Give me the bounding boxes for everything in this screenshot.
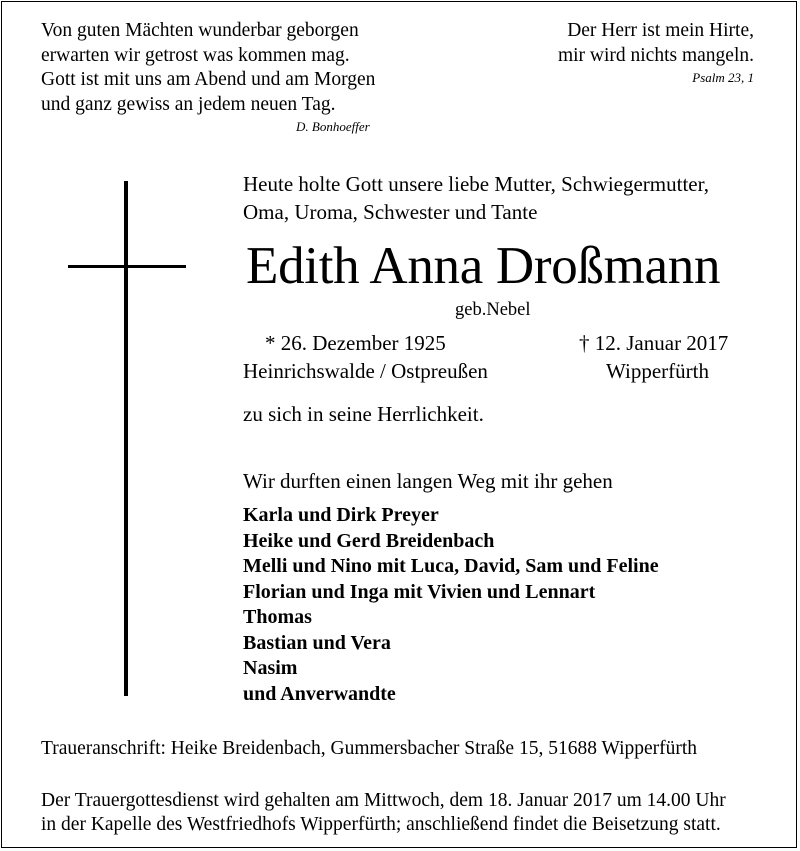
cross-icon bbox=[124, 181, 128, 696]
maiden-name: geb.Nebel bbox=[455, 300, 531, 320]
poem-line: Gott ist mit uns am Abend und am Morgen bbox=[41, 69, 376, 90]
poem-line: erwarten wir getrost was kommen mag. bbox=[41, 44, 350, 66]
birth-place: Heinrichswalde / Ostpreußen bbox=[243, 359, 488, 383]
death-place: Wipperfürth bbox=[606, 359, 709, 383]
cross-icon-beam bbox=[68, 265, 186, 268]
mourner-item: Melli und Nino mit Luca, David, Sam und Feline bbox=[243, 555, 659, 577]
motto-line: Der Herr ist mein Hirte, bbox=[567, 20, 754, 41]
mourning-address: Traueranschrift: Heike Breidenbach, Gummersbacher Straße 15, 51688 Wipperfürth bbox=[41, 738, 698, 759]
poem-line: und ganz gewiss an jedem neuen Tag. bbox=[41, 93, 336, 115]
mourner-item: Karla und Dirk Preyer bbox=[243, 504, 439, 526]
birth-date: * 26. Dezember 1925 bbox=[265, 331, 446, 355]
poem-author: D. Bonhoeffer bbox=[296, 119, 370, 134]
deceased-name: Edith Anna Droßmann bbox=[246, 237, 721, 295]
intro-line: Oma, Uroma, Schwester und Tante bbox=[243, 200, 538, 224]
service-line: in der Kapelle des Westfriedhofs Wipperfürth; anschließend findet die Beisetzung statt. bbox=[41, 814, 721, 835]
mourner-item: Nasim bbox=[243, 657, 298, 679]
mourner-item: und Anverwandte bbox=[243, 682, 396, 705]
mourner-item: Heike und Gerd Breidenbach bbox=[243, 529, 495, 552]
mourner-item: Bastian und Vera bbox=[243, 631, 391, 654]
walk-text: Wir durften einen langen Weg mit ihr gehen bbox=[243, 469, 613, 493]
death-date: † 12. Januar 2017 bbox=[579, 331, 729, 355]
motto-line: mir wird nichts mangeln. bbox=[557, 44, 754, 66]
mourner-item: Florian und Inga mit Vivien und Lennart bbox=[243, 580, 596, 603]
psalm-source: Psalm 23, 1 bbox=[692, 70, 754, 85]
bonhoeffer-poem bbox=[41, 19, 375, 117]
intro-text bbox=[243, 170, 709, 226]
closing-text: zu sich in seine Herrlichkeit. bbox=[243, 402, 484, 426]
service-line: Der Trauergottesdienst wird gehalten am Mittwoch, dem 18. Januar 2017 um 14.00 Uhr bbox=[41, 790, 726, 811]
mourner-item: Thomas bbox=[243, 606, 312, 628]
poem-line: Von guten Mächten wunderbar geborgen bbox=[41, 20, 359, 41]
intro-line: Heute holte Gott unsere liebe Mutter, Schwiegermutter, bbox=[243, 172, 710, 196]
funeral-service-info bbox=[41, 789, 726, 837]
psalm-motto bbox=[558, 19, 754, 68]
mourners-list bbox=[243, 503, 659, 707]
